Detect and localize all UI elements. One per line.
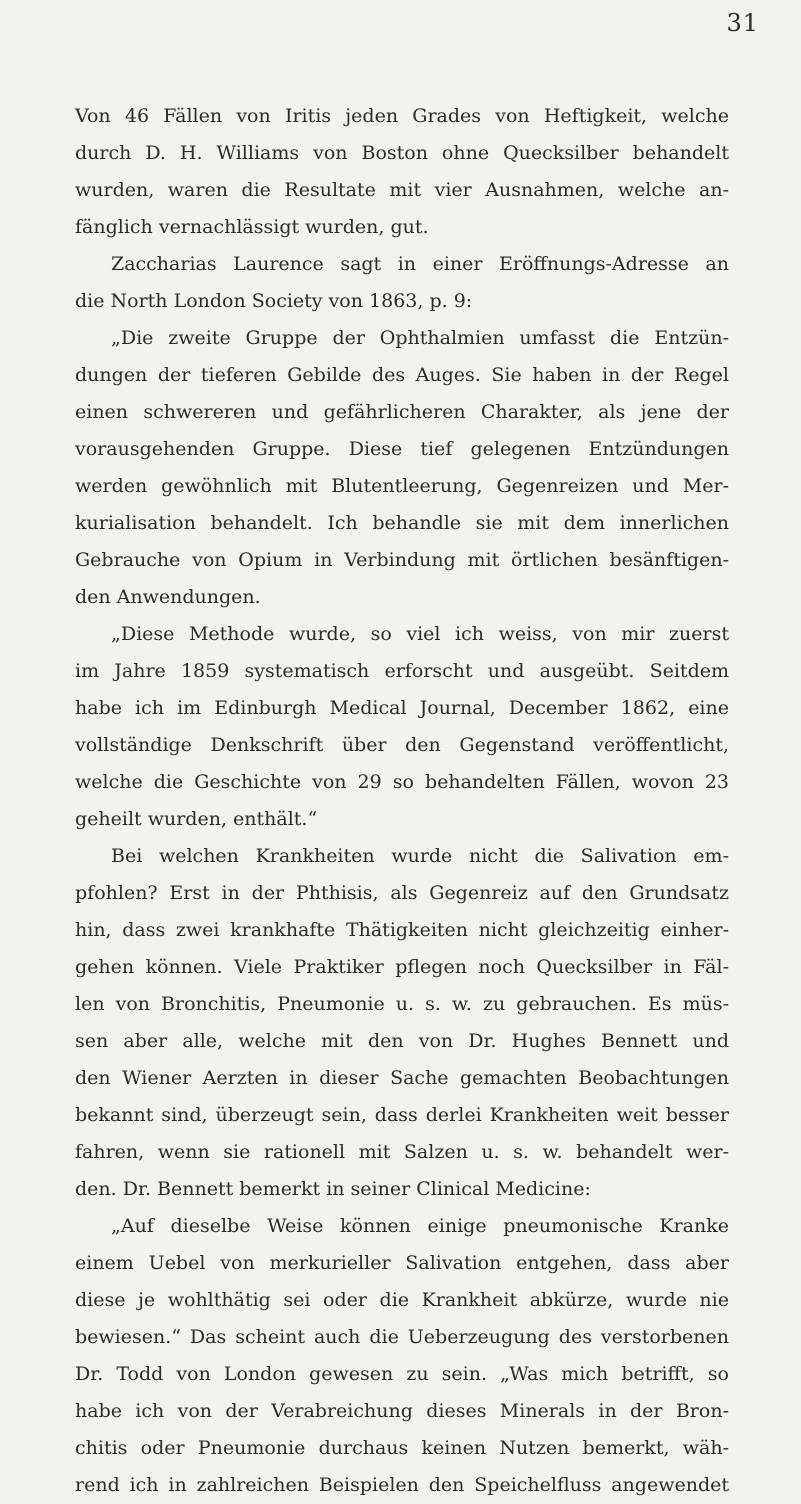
text-line: bekannt sind, überzeugt sein, dass derlei Krankheiten weit besser [75,1104,729,1126]
text-line: welche die Geschichte von 29 so behandelten Fällen, wovon 23 [75,771,729,793]
text-line: Zaccharias Laurence sagt in einer Eröffnungs-Adresse an [111,253,729,275]
text-line: vollständige Denkschrift über den Gegenstand veröffentlicht, [75,734,729,756]
text-line: Dr. Todd von London gewesen zu sein. „Was mich betrifft, so [75,1363,729,1385]
text-line: sen aber alle, welche mit den von Dr. Hughes Bennett und [75,1030,729,1052]
text-line: fänglich vernachlässigt wurden, gut. [75,216,429,238]
text-line: dungen der tieferen Gebilde des Auges. Sie haben in der Regel [75,364,729,386]
text-line: Von 46 Fällen von Iritis jeden Grades von Heftigkeit, welche [75,105,729,127]
text-line: Bei welchen Krankheiten wurde nicht die Salivation em- [111,845,729,867]
text-line: geheilt wurden, enthält.“ [75,808,318,830]
body-text [75,98,729,1504]
text-line: diese je wohlthätig sei oder die Krankheit abkürze, wurde nie [75,1289,729,1311]
text-line: habe ich im Edinburgh Medical Journal, December 1862, eine [75,697,729,719]
text-line: den Anwendungen. [75,586,261,608]
text-line: „Auf dieselbe Weise können einige pneumonische Kranke [111,1215,729,1237]
text-line: werden gewöhnlich mit Blutentleerung, Gegenreizen und Mer- [75,475,729,497]
text-line: len von Bronchitis, Pneumonie u. s. w. zu gebrauchen. Es müs- [75,993,729,1015]
text-line: die North London Society von 1863, p. 9: [75,290,473,312]
text-line: „Diese Methode wurde, so viel ich weiss, von mir zuerst [111,623,729,645]
text-line: gehen können. Viele Praktiker pflegen noch Quecksilber in Fäl- [75,956,729,978]
text-line: hin, dass zwei krankhafte Thätigkeiten nicht gleichzeitig einher- [75,919,729,941]
text-line: einen schwereren und gefährlicheren Charakter, als jene der [75,401,729,423]
text-line: rend ich in zahlreichen Beispielen den Speichelfluss angewendet [75,1474,729,1496]
text-line: den Wiener Aerzten in dieser Sache gemachten Beobachtungen [75,1067,729,1089]
text-line: einem Uebel von merkurieller Salivation entgehen, dass aber [75,1252,729,1274]
text-line: wurden, waren die Resultate mit vier Ausnahmen, welche an- [75,179,729,201]
text-line: pfohlen? Erst in der Phthisis, als Gegenreiz auf den Grundsatz [75,882,729,904]
text-line: Gebrauche von Opium in Verbindung mit örtlichen besänftigen- [75,549,729,571]
text-line: vorausgehenden Gruppe. Diese tief gelegenen Entzündungen [75,438,729,460]
text-line: habe ich von der Verabreichung dieses Minerals in der Bron- [75,1400,729,1422]
text-line: „Die zweite Gruppe der Ophthalmien umfasst die Entzün- [111,327,729,349]
text-line: im Jahre 1859 systematisch erforscht und ausgeübt. Seitdem [75,660,729,682]
text-line: durch D. H. Williams von Boston ohne Quecksilber behandelt [75,142,729,164]
text-line: chitis oder Pneumonie durchaus keinen Nutzen bemerkt, wäh- [75,1437,729,1459]
text-line: kurialisation behandelt. Ich behandle sie mit dem innerlichen [75,512,729,534]
text-line: bewiesen.“ Das scheint auch die Ueberzeugung des verstorbenen [75,1326,729,1348]
page-number: 31 [726,9,759,37]
text-line: den. Dr. Bennett bemerkt in seiner Clinical Medicine: [75,1178,591,1200]
text-line: fahren, wenn sie rationell mit Salzen u. s. w. behandelt wer- [75,1141,729,1163]
